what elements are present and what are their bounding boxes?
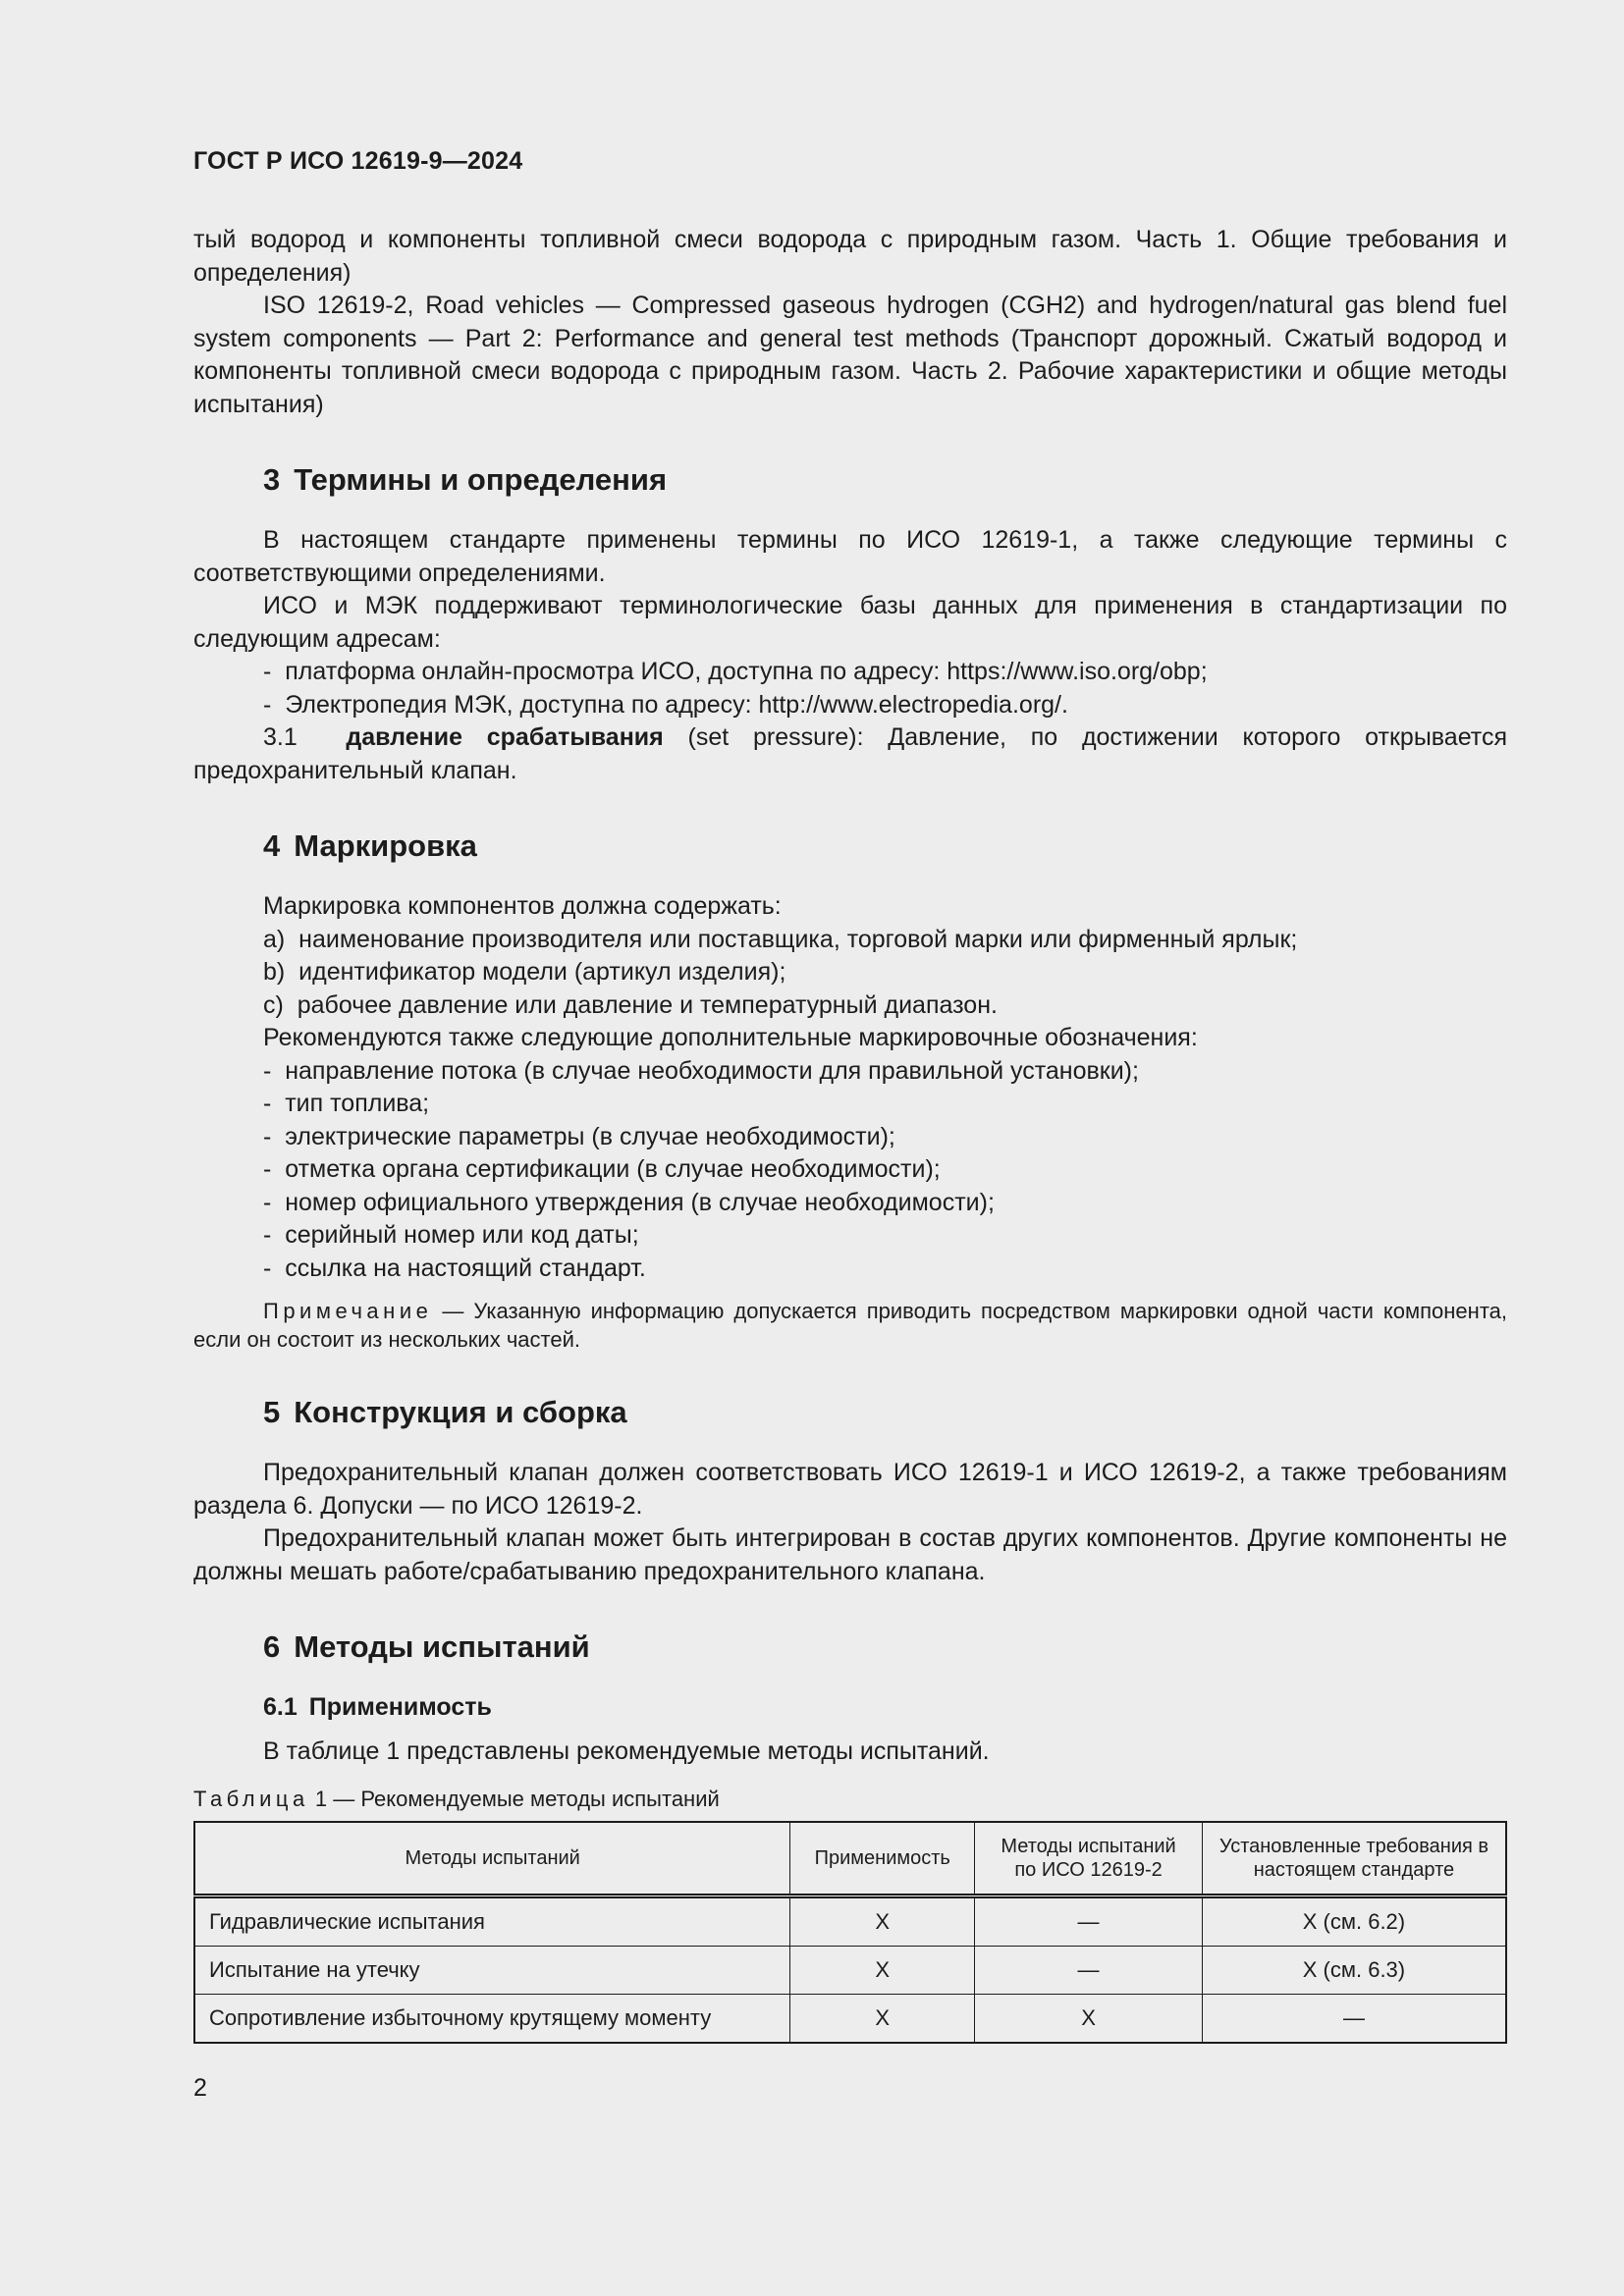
column-header: Методы испытаний по ИСО 12619-2 [975,1822,1203,1896]
term-text: (set pressure): Давление, по достижении которого открывается предохранительный клапан. [193,723,1507,784]
table-cell: X [790,1994,975,2043]
note-text: — Указанную информацию допускается приводить посредством маркировки одной части компонента, если он состоит из нескольких частей. [193,1299,1507,1352]
section-title: Маркировка [294,828,477,863]
list-item-text: серийный номер или код даты; [285,1221,639,1249]
table-cell: — [975,1946,1203,1994]
list-item-text: идентификатор модели (артикул изделия); [298,958,786,986]
list-item-text: номер официального утверждения (в случае необходимости); [285,1188,995,1216]
note-label: Примечание [263,1299,433,1323]
section-3-heading [263,461,1507,499]
section-5-heading [263,1394,1507,1431]
table-cell: X [975,1994,1203,2043]
note [193,1297,1507,1354]
list-item [193,956,1507,989]
section-title: Конструкция и сборка [294,1395,627,1429]
section-6-paragraph: В таблице 1 представлены рекомендуемые методы испытаний. [263,1737,990,1765]
list-item-text: направление потока (в случае необходимости для правильной установки); [285,1056,1139,1085]
section-3-paragraph-2: ИСО и МЭК поддерживают терминологические базы данных для применения в стандартизации по следующим адресам: [193,592,1507,653]
list-item: - ссылка на настоящий стандарт. [263,1254,646,1282]
term-name: давление срабатывания [346,723,664,751]
table-caption-text: 1 — Рекомендуемые методы испытаний [308,1786,720,1811]
list-item: - платформа онлайн-просмотра ИСО, доступна по адресу: https://www.iso.org/obp; [263,658,1208,685]
table-cell: Испытание на утечку [194,1946,790,1994]
section-title: Термины и определения [294,462,668,497]
table-row [194,1994,1506,2043]
table-cell: — [975,1896,1203,1946]
table-cell: — [1202,1994,1506,2043]
section-5-paragraph-1: Предохранительный клапан должен соответствовать ИСО 12619-1 и ИСО 12619-2, а также требованиям раздела 6. Допуски — по ИСО 12619-2. [193,1459,1507,1520]
section-6-heading [263,1629,1507,1666]
section-4-intro: Маркировка компонентов должна содержать: [263,892,782,920]
section-number: 6 [263,1629,281,1664]
list-item: - Электропедия МЭК, доступна по адресу: http://www.electropedia.org/. [263,690,1068,719]
table-cell: X [790,1896,975,1946]
list-item: - тип топлива; [263,1090,430,1117]
reference-iso-12619-2: ISO 12619-2, Road vehicles — Compressed gaseous hydrogen (CGH2) and hydrogen/natural gas blend fuel system components — Part 2: Performance and general test methods (Транспорт дорожный. Сжатый водород и компоненты топливной смеси водорода с природным газом. Часть 2. Рабочие характеристики и общие методы испытания) [193,292,1507,418]
section-4-heading [263,828,1507,865]
list-item-text: отметка органа сертификации (в случае необходимости); [285,1155,941,1183]
list-item-label: b) [263,958,286,986]
list-item-text: тип топлива; [285,1090,430,1117]
list-item-text: платформа онлайн-просмотра ИСО, доступна по адресу: https://www.iso.org/obp; [285,658,1208,685]
section-number: 3 [263,462,281,497]
table-caption-label: Таблица [193,1786,309,1811]
subsection-title: Применимость [308,1693,492,1721]
list-item-label: a) [263,925,286,953]
section-number: 5 [263,1395,281,1429]
list-item-text: Электропедия МЭК, доступна по адресу: http://www.electropedia.org/. [285,690,1068,719]
list-item-text: наименование производителя или поставщика, торговой марки или фирменный ярлык; [298,925,1298,953]
table-cell: X (см. 6.3) [1202,1946,1506,1994]
table-cell: Гидравлические испытания [194,1896,790,1946]
term-number: 3.1 [263,723,298,751]
document-header: ГОСТ Р ИСО 12619-9—2024 [193,147,523,175]
term-definition [193,721,1507,787]
table-row [194,1896,1506,1946]
section-number: 4 [263,828,281,863]
column-header: Установленные требования в настоящем стандарте [1202,1822,1506,1896]
list-item: - серийный номер или код даты; [263,1221,639,1249]
list-item: - электрические параметры (в случае необходимости); [263,1122,895,1150]
list-item-text: ссылка на настоящий стандарт. [285,1254,646,1282]
table-cell: Сопротивление избыточному крутящему моменту [194,1994,790,2043]
table-cell: X [790,1946,975,1994]
list-item-text: рабочее давление или давление и температурный диапазон. [297,990,998,1019]
list-item [193,924,1507,957]
subsection-6-1-heading [263,1691,1507,1724]
section-title: Методы испытаний [294,1629,590,1664]
table-cell: X (см. 6.2) [1202,1896,1506,1946]
list-item-text: электрические параметры (в случае необходимости); [285,1122,895,1150]
list-item [193,989,1507,1023]
page-number: 2 [193,2074,207,2102]
page-content [193,224,1507,2044]
list-item: - направление потока (в случае необходимости для правильной установки); [263,1056,1139,1085]
section-4-recommendation: Рекомендуются также следующие дополнительные маркировочные обозначения: [263,1024,1198,1051]
test-methods-table [193,1821,1507,2044]
table-header-row [194,1822,1506,1896]
list-item: - отметка органа сертификации (в случае необходимости); [263,1155,941,1183]
list-item: - номер официального утверждения (в случае необходимости); [263,1188,995,1216]
column-header: Методы испытаний [194,1822,790,1896]
column-header: Применимость [790,1822,975,1896]
reference-continuation: тый водород и компоненты топливной смеси водорода с природным газом. Часть 1. Общие требования и определения) [193,226,1507,287]
list-item-label: c) [263,990,284,1019]
section-3-paragraph-1: В настоящем стандарте применены термины по ИСО 12619-1, а также следующие термины с соответствующими определениями. [193,526,1507,587]
table-row [194,1946,1506,1994]
subsection-number: 6.1 [263,1693,298,1721]
table-caption [193,1785,1507,1813]
section-5-paragraph-2: Предохранительный клапан может быть интегрирован в состав других компонентов. Другие компоненты не должны мешать работе/срабатыванию предохранительного клапана. [193,1524,1507,1585]
